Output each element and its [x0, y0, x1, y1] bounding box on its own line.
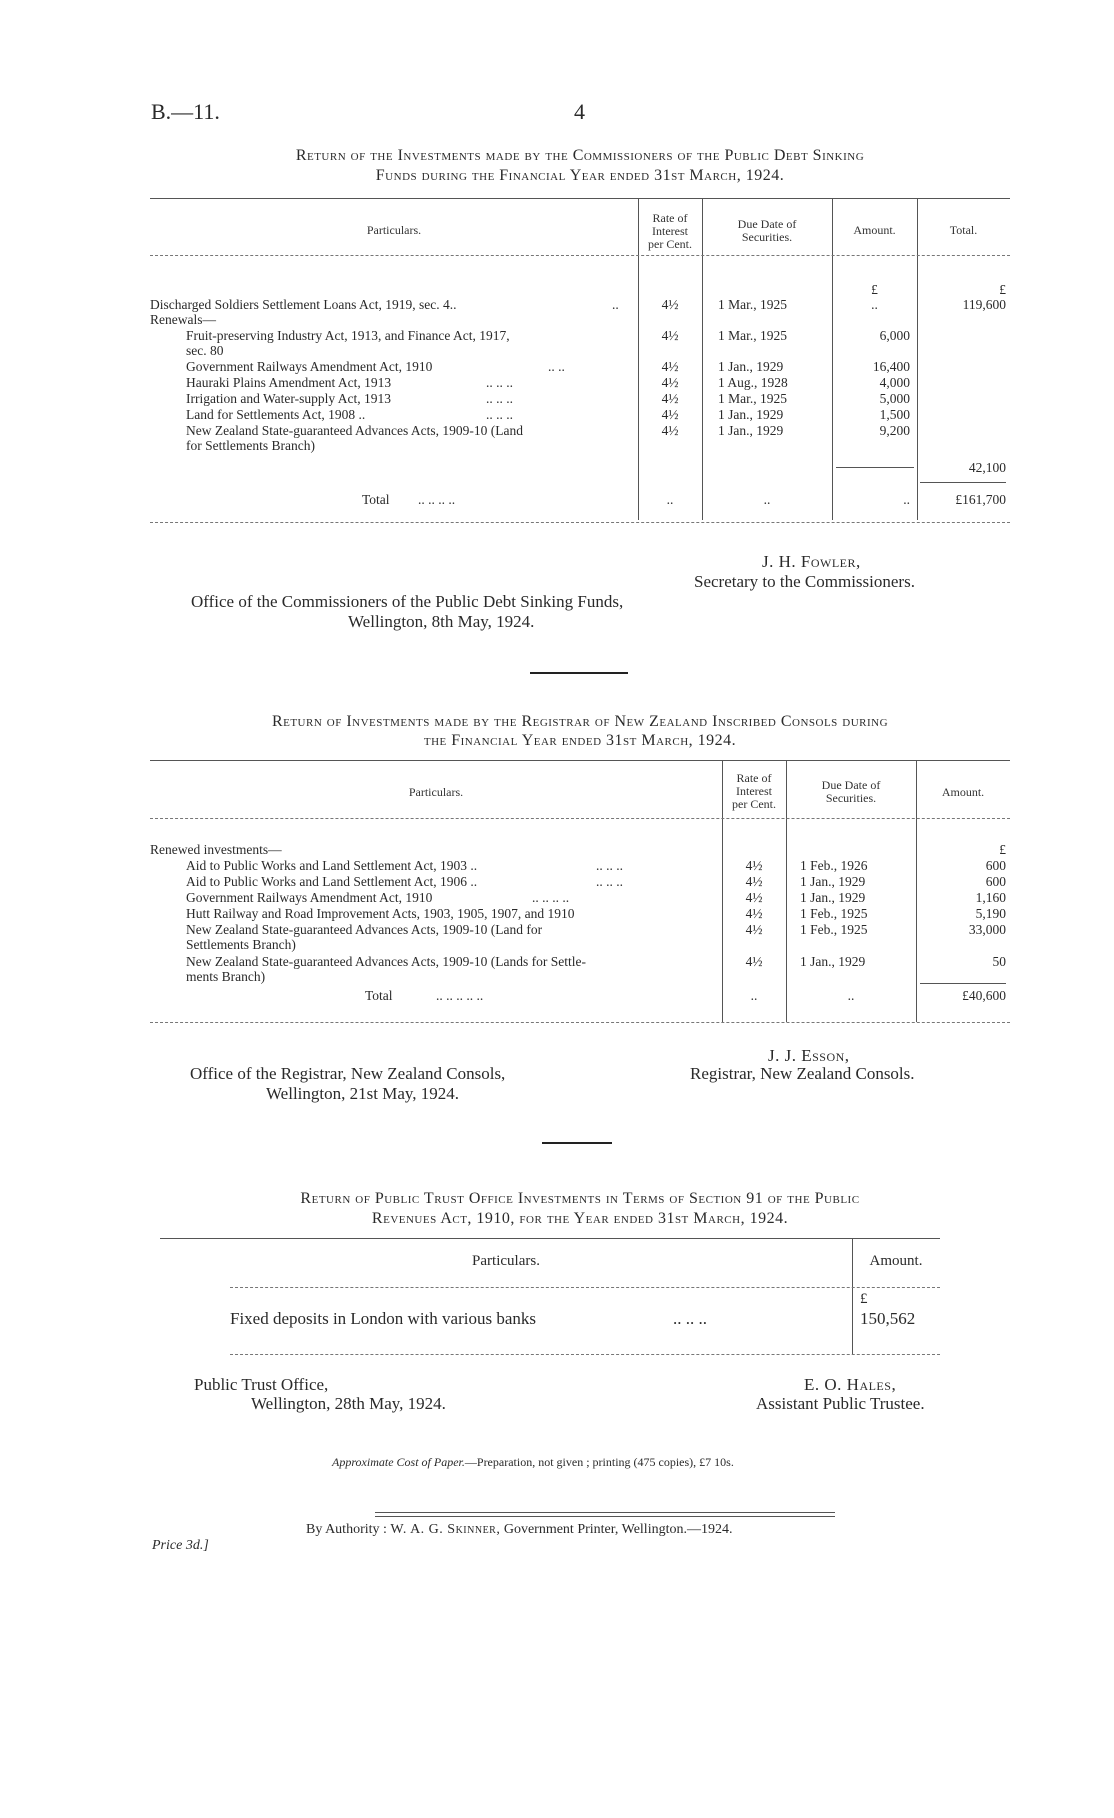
- row-particulars: Government Railways Amendment Act, 1910: [186, 890, 433, 905]
- row-dots: .. ..: [548, 359, 565, 374]
- row-rate: 4½: [661, 391, 679, 406]
- row-rate: 4½: [661, 328, 679, 343]
- header-rate-line2: Interest: [652, 224, 688, 238]
- header-rate-line3: per Cent.: [648, 237, 692, 251]
- header-rate-line1: Rate of: [736, 771, 772, 785]
- office-address-line2: Wellington, 21st May, 1924.: [266, 1084, 460, 1103]
- cost-text: —Preparation, not given ; printing (475 copies), £7 10s.: [464, 1455, 734, 1469]
- row-particulars: Aid to Public Works and Land Settlement Act, 1903 ..: [186, 858, 478, 873]
- section3-title-line1: Return of Public Trust Office Investments in Terms of Section 91 of the Public: [300, 1190, 860, 1207]
- page-number: 4: [574, 99, 585, 124]
- row-particulars-cont: Settlements Branch): [186, 937, 296, 952]
- renewed-heading: Renewed investments—: [150, 842, 282, 857]
- row-amount: 16,400: [872, 359, 910, 374]
- signatory-title: Secretary to the Commissioners.: [694, 572, 915, 591]
- section1-title-line2: Funds during the Financial Year ended 31st March, 1924.: [375, 167, 785, 184]
- row-amount: 1,160: [975, 890, 1006, 905]
- section2-title-line2: the Financial Year ended 31st March, 1924.: [423, 732, 737, 749]
- row-due-date: 1 Mar., 1925: [718, 328, 787, 343]
- header-due-line2: Securities.: [825, 791, 877, 805]
- row-amount: 33,000: [968, 922, 1006, 937]
- header-particulars: Particulars.: [366, 223, 422, 237]
- row-rate: 4½: [745, 954, 763, 969]
- currency-total: £: [999, 282, 1006, 297]
- total-dots: .. .. .. .. ..: [436, 988, 484, 1003]
- signatory-title: Registrar, New Zealand Consols.: [690, 1064, 915, 1083]
- subtotal-value: 42,100: [968, 460, 1006, 475]
- price-note: Price 3d.]: [152, 1538, 209, 1553]
- office-address-line1: Office of the Commissioners of the Public Debt Sinking Funds,: [191, 592, 624, 611]
- row-rate: 4½: [661, 423, 679, 438]
- row-amount: 4,000: [879, 375, 910, 390]
- section-divider: [542, 1142, 612, 1144]
- section2-title-line1: Return of Investments made by the Registrar of New Zealand Inscribed Consols during: [271, 713, 889, 730]
- signatory-name: E. O. Hales,: [804, 1375, 897, 1394]
- row-dots: ..: [612, 297, 619, 312]
- row-due-date: 1 Jan., 1929: [718, 423, 784, 438]
- row-particulars: New Zealand State-guaranteed Advances Acts, 1909-10 (Land: [186, 423, 524, 438]
- row-amount: 6,000: [879, 328, 910, 343]
- row-particulars-cont: for Settlements Branch): [186, 438, 315, 453]
- row-amount: 5,000: [879, 391, 910, 406]
- header-due-line1: Due Date of: [821, 778, 881, 792]
- row-dots: .. .. ..: [596, 858, 623, 873]
- row-dots: .. .. ..: [486, 407, 513, 422]
- row-rate: 4½: [745, 922, 763, 937]
- cost-note: [332, 1455, 734, 1470]
- row-particulars: New Zealand State-guaranteed Advances Acts, 1909-10 (Lands for Settle-: [186, 954, 586, 969]
- signatory-name: J. J. Esson,: [768, 1046, 850, 1065]
- row-particulars-cont: ments Branch): [186, 969, 266, 984]
- row-due-date: 1 Jan., 1929: [800, 874, 866, 889]
- office-address-line2: Wellington, 8th May, 1924.: [348, 612, 535, 631]
- row-particulars: Land for Settlements Act, 1908 ..: [186, 407, 366, 422]
- row-dots: .. .. ..: [596, 874, 623, 889]
- signatory-name: J. H. Fowler,: [762, 552, 861, 571]
- row-particulars: Hutt Railway and Road Improvement Acts, 1903, 1905, 1907, and 1910: [186, 906, 575, 921]
- row-rate: 4½: [661, 297, 679, 312]
- office-address-line1: Public Trust Office,: [194, 1375, 329, 1394]
- row-particulars: New Zealand State-guaranteed Advances Acts, 1909-10 (Land for: [186, 922, 543, 937]
- header-due-line1: Due Date of: [737, 217, 797, 231]
- currency-amount: £: [860, 1291, 868, 1307]
- page-reference: B.—11.: [151, 99, 220, 124]
- row-amount: 1,500: [879, 407, 910, 422]
- row-due-date: 1 Feb., 1925: [800, 922, 868, 937]
- printer-name: W. A. G. Skinner,: [390, 1522, 501, 1537]
- office-address-line2: Wellington, 28th May, 1924.: [251, 1394, 446, 1413]
- row-amount: 150,562: [860, 1309, 916, 1328]
- section-divider: [530, 672, 628, 674]
- row-amount: ..: [871, 297, 878, 312]
- currency-amount: £: [999, 842, 1006, 857]
- row-particulars: Hauraki Plains Amendment Act, 1913: [186, 375, 392, 390]
- row-dots: .. .. .. ..: [532, 890, 570, 905]
- currency-amount: £: [871, 282, 878, 297]
- row-amount: 5,190: [975, 906, 1006, 921]
- row-amount: 600: [985, 858, 1006, 873]
- grand-total: £40,600: [962, 988, 1006, 1003]
- row-total: 119,600: [962, 297, 1006, 312]
- row-particulars: Fruit-preserving Industry Act, 1913, and Finance Act, 1917,: [186, 328, 510, 343]
- authority-label: By Authority :: [306, 1522, 387, 1537]
- row-due-date: 1 Jan., 1929: [800, 954, 866, 969]
- header-amount: Amount.: [869, 1253, 923, 1269]
- row-rate: 4½: [661, 375, 679, 390]
- row-particulars: Irrigation and Water-supply Act, 1913: [186, 391, 391, 406]
- total-label: Total: [365, 988, 393, 1003]
- row-due-date: 1 Jan., 1929: [718, 359, 784, 374]
- row-rate: 4½: [745, 906, 763, 921]
- header-rate-line2: Interest: [736, 784, 772, 798]
- row-due-date: 1 Feb., 1925: [800, 906, 868, 921]
- row-rate: 4½: [745, 858, 763, 873]
- row-amount: 600: [985, 874, 1006, 889]
- authority-line: [306, 1522, 732, 1538]
- total-dots: .. .. .. ..: [418, 492, 456, 507]
- row-particulars-cont: sec. 80: [186, 343, 224, 358]
- office-address-line1: Office of the Registrar, New Zealand Consols,: [190, 1064, 506, 1083]
- row-due-date: 1 Jan., 1929: [718, 407, 784, 422]
- header-rate-line1: Rate of: [652, 211, 688, 225]
- row-particulars: Aid to Public Works and Land Settlement Act, 1906 ..: [186, 874, 478, 889]
- section1-title-line1: Return of the Investments made by the Commissioners of the Public Debt Sinking: [295, 147, 865, 164]
- header-rate-line3: per Cent.: [732, 797, 776, 811]
- row-dots: .. .. ..: [486, 391, 513, 406]
- total-label: Total: [362, 492, 390, 507]
- row-due-date: 1 Mar., 1925: [718, 297, 787, 312]
- row-particulars: Discharged Soldiers Settlement Loans Act, 1919, sec. 4..: [150, 297, 457, 312]
- section3-title-line2: Revenues Act, 1910, for the Year ended 31st March, 1924.: [371, 1210, 789, 1227]
- total-due: ..: [763, 492, 771, 507]
- row-dots: .. .. ..: [673, 1309, 707, 1328]
- row-rate: 4½: [661, 407, 679, 422]
- grand-total: £161,700: [955, 492, 1006, 507]
- row-rate: 4½: [745, 874, 763, 889]
- total-due: ..: [847, 988, 855, 1003]
- header-total: Total.: [949, 223, 978, 237]
- total-amount: ..: [903, 492, 910, 507]
- row-particulars: Government Railways Amendment Act, 1910: [186, 359, 433, 374]
- total-rate: ..: [666, 492, 674, 507]
- row-rate: 4½: [745, 890, 763, 905]
- row-amount: 50: [992, 954, 1006, 969]
- row-dots: .. .. ..: [486, 375, 513, 390]
- renewals-heading: Renewals—: [150, 312, 216, 327]
- row-due-date: 1 Aug., 1928: [718, 375, 788, 390]
- header-due-line2: Securities.: [741, 230, 793, 244]
- row-particulars: Fixed deposits in London with various banks: [230, 1309, 536, 1328]
- header-amount: Amount.: [941, 785, 985, 799]
- total-rate: ..: [750, 988, 758, 1003]
- header-particulars: Particulars.: [408, 785, 464, 799]
- row-amount: 9,200: [879, 423, 910, 438]
- cost-label: Approximate Cost of Paper.: [332, 1455, 465, 1469]
- header-amount: Amount.: [853, 223, 896, 237]
- row-due-date: 1 Mar., 1925: [718, 391, 787, 406]
- row-rate: 4½: [661, 359, 679, 374]
- signatory-title: Assistant Public Trustee.: [756, 1394, 925, 1413]
- row-due-date: 1 Feb., 1926: [800, 858, 868, 873]
- header-particulars: Particulars.: [472, 1253, 540, 1269]
- authority-text: Government Printer, Wellington.—1924.: [503, 1522, 733, 1537]
- row-due-date: 1 Jan., 1929: [800, 890, 866, 905]
